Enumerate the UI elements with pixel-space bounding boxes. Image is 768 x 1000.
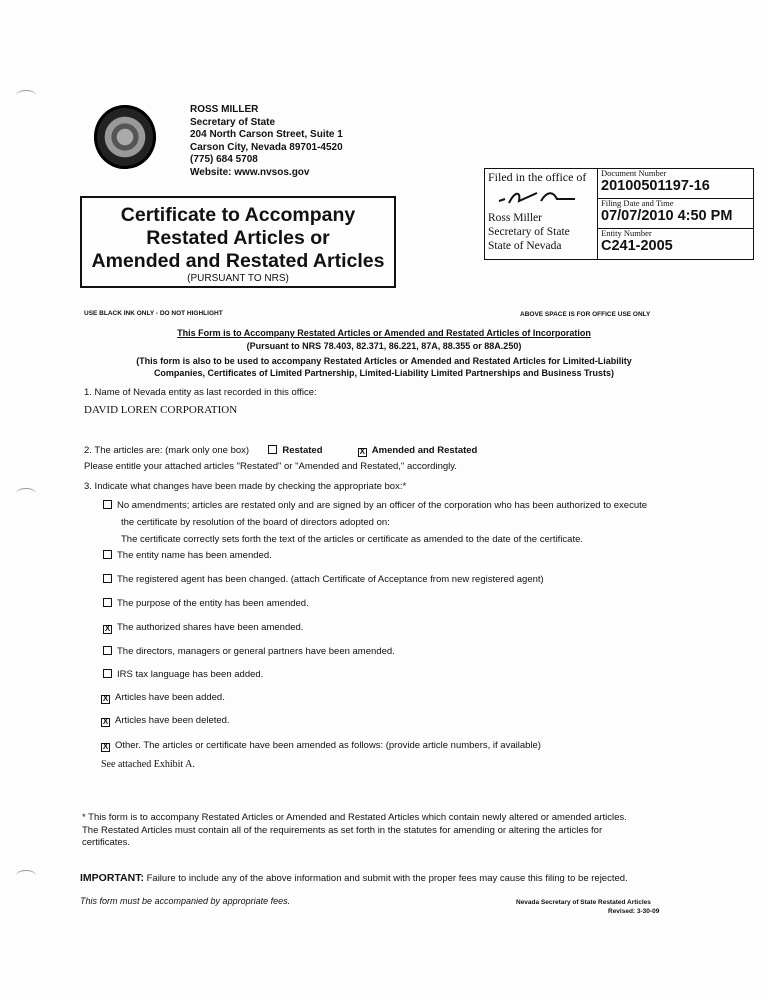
filing-box <box>484 168 754 260</box>
option-row <box>101 715 230 727</box>
option-checkbox[interactable] <box>103 550 112 559</box>
title-box <box>80 196 396 288</box>
scan-mark <box>16 488 36 499</box>
revised-date: Revised: 3-30-09 <box>608 908 660 915</box>
doc-number-cell <box>598 169 753 199</box>
signer-state: State of Nevada <box>488 240 562 252</box>
other-value[interactable]: See attached Exhibit A. <box>101 759 195 770</box>
entity-number: C241-2005 <box>601 238 673 254</box>
doc-number-label: Document Number <box>601 168 667 178</box>
no-amendments-line2: the certificate by resolution of the board of directors adopted on: <box>121 517 390 528</box>
signer-title: Secretary of State <box>488 226 570 238</box>
title-line2: Restated Articles or <box>146 227 330 249</box>
title-line3: Amended and Restated Articles <box>91 250 385 272</box>
office-name: ROSS MILLER <box>190 104 259 115</box>
scan-mark <box>16 90 36 101</box>
option-checkbox[interactable]: X <box>104 624 111 633</box>
entity-number-cell <box>598 229 753 258</box>
option-checkbox[interactable] <box>103 598 112 607</box>
option-row <box>103 646 395 657</box>
footnote-line2: The Restated Articles must contain all of the requirements as set forth in the statutes for amending or altering the articles for <box>82 825 603 836</box>
footnote-line1: * This form is to accompany Restated Articles or Amended and Restated Articles which contain newly altered or amended articles. <box>82 812 627 823</box>
option-checkbox[interactable] <box>103 669 112 678</box>
option-checkbox[interactable]: X <box>102 694 109 703</box>
office-info <box>190 104 343 179</box>
filing-date-cell <box>598 199 753 229</box>
entity-number-label: Entity Number <box>601 228 652 238</box>
office-title: Secretary of State <box>190 116 276 128</box>
restated-checkbox[interactable] <box>268 445 277 454</box>
intro-also-line2: Companies, Certificates of Limited Partnership, Limited-Liability Limited Partnerships and Business Trusts) <box>153 368 615 378</box>
no-amendments-line3: The certificate correctly sets forth the text of the articles or certificate as amended to the date of the certificate. <box>121 534 584 545</box>
q1-label: 1. Name of Nevada entity as last recorded in this office: <box>84 387 317 398</box>
intro-also-line1: (This form is also to be used to accompany Restated Articles or Amended and Restated Articles for Limited-Liability <box>136 356 632 366</box>
option-label: Articles have been deleted. <box>115 715 230 726</box>
option-label: Articles have been added. <box>115 692 225 703</box>
office-website: Website: www.nvsos.gov <box>190 166 310 178</box>
filing-date-label: Filing Date and Time <box>601 198 674 208</box>
important-row <box>80 872 628 884</box>
ink-instruction: USE BLACK INK ONLY - DO NOT HIGHLIGHT <box>84 310 223 317</box>
q3-label: 3. Indicate what changes have been made by checking the appropriate box:* <box>84 481 407 492</box>
signer-block <box>488 211 570 253</box>
signature-icon <box>497 187 577 207</box>
option-checkbox[interactable]: X <box>102 717 109 726</box>
footnote-line3: certificates. <box>82 837 131 848</box>
option-label: Other. The articles or certificate have been amended as follows: (provide article numbers, if available) <box>115 740 541 751</box>
option-row <box>103 550 272 561</box>
amended-restated-label: Amended and Restated <box>371 445 478 456</box>
option-label: The purpose of the entity has been amended. <box>117 598 309 609</box>
option-checkbox[interactable]: X <box>102 742 109 751</box>
no-amendments-line1: No amendments; articles are restated only and are signed by an officer of the corporation who has been authorized to execute <box>117 500 648 511</box>
office-use-note: ABOVE SPACE IS FOR OFFICE USE ONLY <box>520 311 651 318</box>
option-row <box>103 598 309 609</box>
no-amendments-row <box>103 500 647 511</box>
q2-note: Please entitle your attached articles "Restated" or "Amended and Restated," accordingly. <box>84 461 457 472</box>
option-label: The directors, managers or general partners have been amended. <box>117 646 395 657</box>
intro-pursuant: (Pursuant to NRS 78.403, 82.371, 86.221, 87A, 88.355 or 88A.250) <box>246 341 522 351</box>
option-label: The authorized shares have been amended. <box>117 622 304 633</box>
form-name: Nevada Secretary of State Restated Articles <box>516 899 651 906</box>
option-row <box>103 622 303 634</box>
option-label: IRS tax language has been added. <box>117 669 264 680</box>
option-label: The entity name has been amended. <box>117 550 272 561</box>
option-label: The registered agent has been changed. (attach Certificate of Acceptance from new registered agent) <box>117 574 544 585</box>
filed-in-label: Filed in the office of <box>488 170 587 184</box>
q2-label: 2. The articles are: (mark only one box) <box>84 445 250 456</box>
filing-date: 07/07/2010 4:50 PM <box>601 208 733 224</box>
office-address2: Carson City, Nevada 89701-4520 <box>190 141 343 153</box>
option-row <box>103 669 263 680</box>
scan-mark <box>16 870 36 881</box>
entity-name-value[interactable]: DAVID LOREN CORPORATION <box>84 404 238 416</box>
signer-name: Ross Miller <box>488 212 542 224</box>
important-label: IMPORTANT: <box>80 872 144 884</box>
fees-note: This form must be accompanied by appropriate fees. <box>80 896 291 906</box>
state-seal <box>94 105 156 169</box>
doc-number: 20100501197-16 <box>601 178 710 194</box>
intro-heading: This Form is to Accompany Restated Articles or Amended and Restated Articles of Incorporation <box>177 328 591 338</box>
title-sub: (PURSUANT TO NRS) <box>187 273 289 284</box>
option-row <box>103 574 544 585</box>
office-phone: (775) 684 5708 <box>190 154 258 165</box>
option-row <box>101 740 541 752</box>
option-checkbox[interactable] <box>103 646 112 655</box>
important-text: Failure to include any of the above information and submit with the proper fees may cause this filing to be rejected. <box>146 873 628 884</box>
title-line1: Certificate to Accompany <box>120 204 356 226</box>
restated-label: Restated <box>282 445 323 456</box>
office-address1: 204 North Carson Street, Suite 1 <box>190 129 343 140</box>
amended-restated-checkbox[interactable]: X <box>359 447 365 456</box>
filing-office <box>485 169 598 259</box>
no-amendments-checkbox[interactable] <box>103 500 112 509</box>
option-checkbox[interactable] <box>103 574 112 583</box>
option-row <box>101 692 225 704</box>
q2-row <box>84 445 477 457</box>
